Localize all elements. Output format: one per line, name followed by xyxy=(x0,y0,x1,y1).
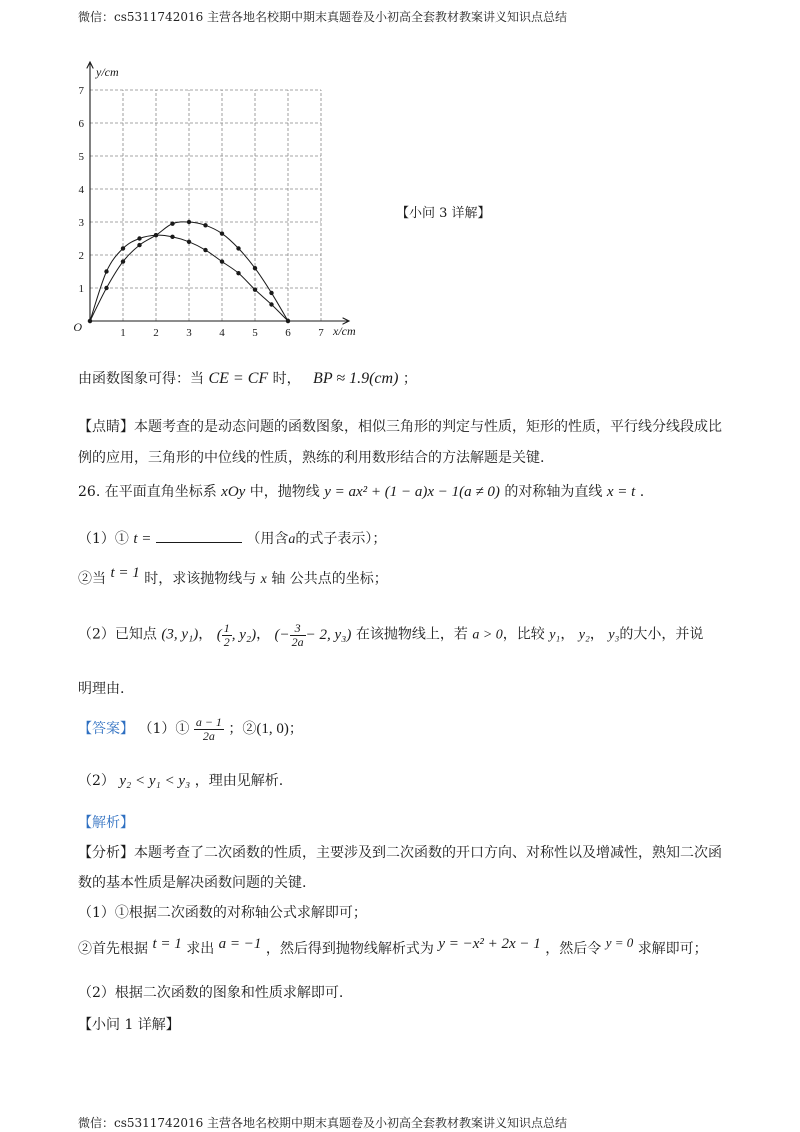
conclusion-prefix: 由函数图象可得：当 xyxy=(78,371,204,387)
data-point xyxy=(170,235,174,239)
axis-of-symmetry: x = t xyxy=(606,484,636,500)
page-footer: 微信：cs5311742016 主营各地名校期中期末真题卷及小初高全套教材教案讲义知识点总结 xyxy=(78,1116,568,1130)
conclusion-line xyxy=(78,368,417,388)
data-point xyxy=(121,246,125,250)
subquestion-1a-hint: （用含 xyxy=(246,531,289,547)
step-2-text-1: 求出 xyxy=(186,941,215,957)
x-tick-label: 1 xyxy=(120,327,126,339)
x-tick-label: 6 xyxy=(285,327,291,339)
answer-tag: 【答案】 xyxy=(78,721,134,738)
y-tick-label: 1 xyxy=(78,283,84,295)
point-3-open: (− xyxy=(274,626,290,643)
data-point xyxy=(269,291,273,295)
y-tick-label: 5 xyxy=(78,151,84,163)
y1: y₁ xyxy=(549,627,561,643)
subquestion-1b-text: 时，求该抛物线与 xyxy=(144,571,257,587)
analysis-line-1: 【分析】本题考查了二次函数的性质，主要涉及到二次函数的开口方向、对称性以及增减性，熟知二次函 xyxy=(78,845,722,861)
subquestion-2-prefix: （2）已知点 xyxy=(78,626,157,643)
analysis-tag: 【解析】 xyxy=(78,815,134,831)
step-2-text-3: ，然后令 xyxy=(545,941,602,957)
step-2-cond-1: t = 1 xyxy=(152,936,182,952)
answer-line xyxy=(78,716,303,742)
comma: ， xyxy=(589,626,604,643)
data-point xyxy=(253,287,257,291)
y-tick-label: 7 xyxy=(78,85,84,97)
question-26-number: 26. 在平面直角坐标系 xyxy=(78,484,217,500)
data-point xyxy=(137,243,141,247)
comment-line-1: 【点睛】本题考查的是动态问题的函数图象，相似三角形的判定与性质，矩形的性质，平行线分线段成比 xyxy=(78,419,722,435)
subquestion-1a-label: （1）① xyxy=(78,531,129,547)
var-a: a xyxy=(288,532,296,547)
point-2-close: , y₂) xyxy=(231,626,257,643)
point-3-num: 3 xyxy=(290,622,306,636)
point-1: (3, y₁) xyxy=(161,626,199,643)
conclusion-end: ； xyxy=(402,371,417,387)
page-header: 微信：cs5311742016 主营各地名校期中期末真题卷及小初高全套教材教案讲义知识点总结 xyxy=(78,10,568,24)
series-line-2 xyxy=(90,222,288,321)
x-tick-label: 2 xyxy=(153,327,159,339)
data-point xyxy=(220,231,224,235)
data-point xyxy=(137,236,141,240)
x-tick-label: 7 xyxy=(318,327,324,339)
subquestion-2-text: 在该抛物线上，若 xyxy=(355,626,468,643)
y-axis-label: y/cm xyxy=(96,65,119,79)
separator: ， xyxy=(256,626,271,643)
y3: y₃ xyxy=(608,627,620,643)
point-2 xyxy=(216,621,257,649)
data-point xyxy=(170,221,174,225)
data-point xyxy=(269,302,273,306)
step-2-prefix: ②首先根据 xyxy=(78,941,148,957)
data-point xyxy=(88,319,92,323)
subquestion-1a xyxy=(78,528,386,548)
x-tick-label: 4 xyxy=(219,327,225,339)
point-2-open: ( xyxy=(216,626,222,643)
point-3-close: − 2, y₃) xyxy=(305,626,352,643)
subquestion-1b xyxy=(78,565,388,588)
var-x: x xyxy=(260,572,267,587)
data-point xyxy=(187,240,191,244)
answer-semi: ；② xyxy=(228,721,257,738)
answer-line-2 xyxy=(78,770,283,790)
answer-blank[interactable] xyxy=(156,530,242,543)
data-point xyxy=(154,233,158,237)
data-point xyxy=(236,271,240,275)
subquestion-2-text2: ，比较 xyxy=(502,626,545,643)
point-2-num: 1 xyxy=(223,621,230,635)
conclusion-mid: 时， xyxy=(272,371,301,387)
origin-label: O xyxy=(73,320,82,334)
question-26-mid: 中，抛物线 xyxy=(249,484,320,500)
answer2-label: （2） xyxy=(78,773,115,789)
function-graph xyxy=(70,50,370,350)
data-point xyxy=(203,223,207,227)
a-positive: a > 0 xyxy=(472,627,503,643)
subquestion-2-line2: 明理由. xyxy=(78,681,125,697)
y2: y₂ xyxy=(578,627,590,643)
step-3: （2）根据二次函数的图象和性质求解即可. xyxy=(78,985,344,1001)
data-point xyxy=(187,220,191,224)
subquestion-1b-prefix: ②当 xyxy=(78,571,106,587)
point-2-den: 2 xyxy=(223,634,230,649)
bp-result: BP ≈ 1.9(cm) xyxy=(313,370,399,387)
y-tick-label: 6 xyxy=(78,118,84,130)
point-3-den: 2a xyxy=(291,634,304,649)
data-point xyxy=(253,266,257,270)
step-2-cond-4: y = 0 xyxy=(605,935,634,950)
answer-numerator: a − 1 xyxy=(195,715,222,729)
coordinate-system: xOy xyxy=(221,484,246,500)
data-point xyxy=(203,248,207,252)
step-2 xyxy=(78,935,708,958)
answer-denominator: 2a xyxy=(202,728,215,743)
subquestion-1b-text2: 轴 公共点的坐标； xyxy=(271,571,388,587)
step-2-equation: y = −x² + 2x − 1 xyxy=(438,936,541,952)
parabola-function: y = ax² + (1 − a)x − 1(a ≠ 0) xyxy=(324,484,500,500)
subquestion-2-text3: 的大小，并说 xyxy=(619,626,704,643)
section-3-label: 【小问 3 详解】 xyxy=(396,206,491,221)
x-tick-label: 5 xyxy=(252,327,258,339)
answer2-text: ，理由见解析. xyxy=(194,773,284,789)
y-tick-label: 3 xyxy=(78,217,84,229)
answer-fraction xyxy=(194,716,224,742)
subquestion-2 xyxy=(78,622,703,648)
y-tick-label: 2 xyxy=(78,250,84,262)
x-axis-label: x/cm xyxy=(333,324,356,338)
step-2-text-4: 求解即可； xyxy=(637,941,708,957)
equal-condition: CE = CF xyxy=(208,370,269,387)
data-point xyxy=(104,269,108,273)
step-2-cond-2: a = −1 xyxy=(218,936,262,952)
data-point xyxy=(220,259,224,263)
section-1-label: 【小问 1 详解】 xyxy=(78,1017,180,1033)
subquestion-1a-hint-end: 的式子表示）； xyxy=(295,531,387,547)
y-tick-label: 4 xyxy=(78,184,84,196)
data-point xyxy=(286,319,290,323)
answer-label: （1）① xyxy=(138,721,190,738)
separator: ， xyxy=(198,626,213,643)
data-point xyxy=(121,259,125,263)
answer-point: (1, 0) xyxy=(256,721,289,738)
question-26-tail: 的对称轴为直线 xyxy=(504,484,603,500)
answer-end: ； xyxy=(288,721,303,738)
question-26-period: . xyxy=(639,484,645,500)
data-point xyxy=(236,246,240,250)
t-equals-1: t = 1 xyxy=(110,565,140,581)
step-1: （1）①根据二次函数的对称轴公式求解即可； xyxy=(78,905,367,921)
comment-line-2: 例的应用，三角形的中位线的性质，熟练的利用数形结合的方法解题是关键. xyxy=(78,450,545,466)
comma: ， xyxy=(560,626,575,643)
question-26-stem xyxy=(78,481,644,501)
step-2-text-2: ，然后得到抛物线解析式为 xyxy=(265,941,434,957)
point-3 xyxy=(274,621,352,649)
answer2-inequality: y₂ < y₁ < y₃ xyxy=(119,773,191,789)
t-equals: t = xyxy=(133,531,152,547)
data-point xyxy=(104,286,108,290)
analysis-line-2: 数的基本性质是解决函数问题的关键. xyxy=(78,875,307,891)
x-tick-label: 3 xyxy=(186,327,192,339)
